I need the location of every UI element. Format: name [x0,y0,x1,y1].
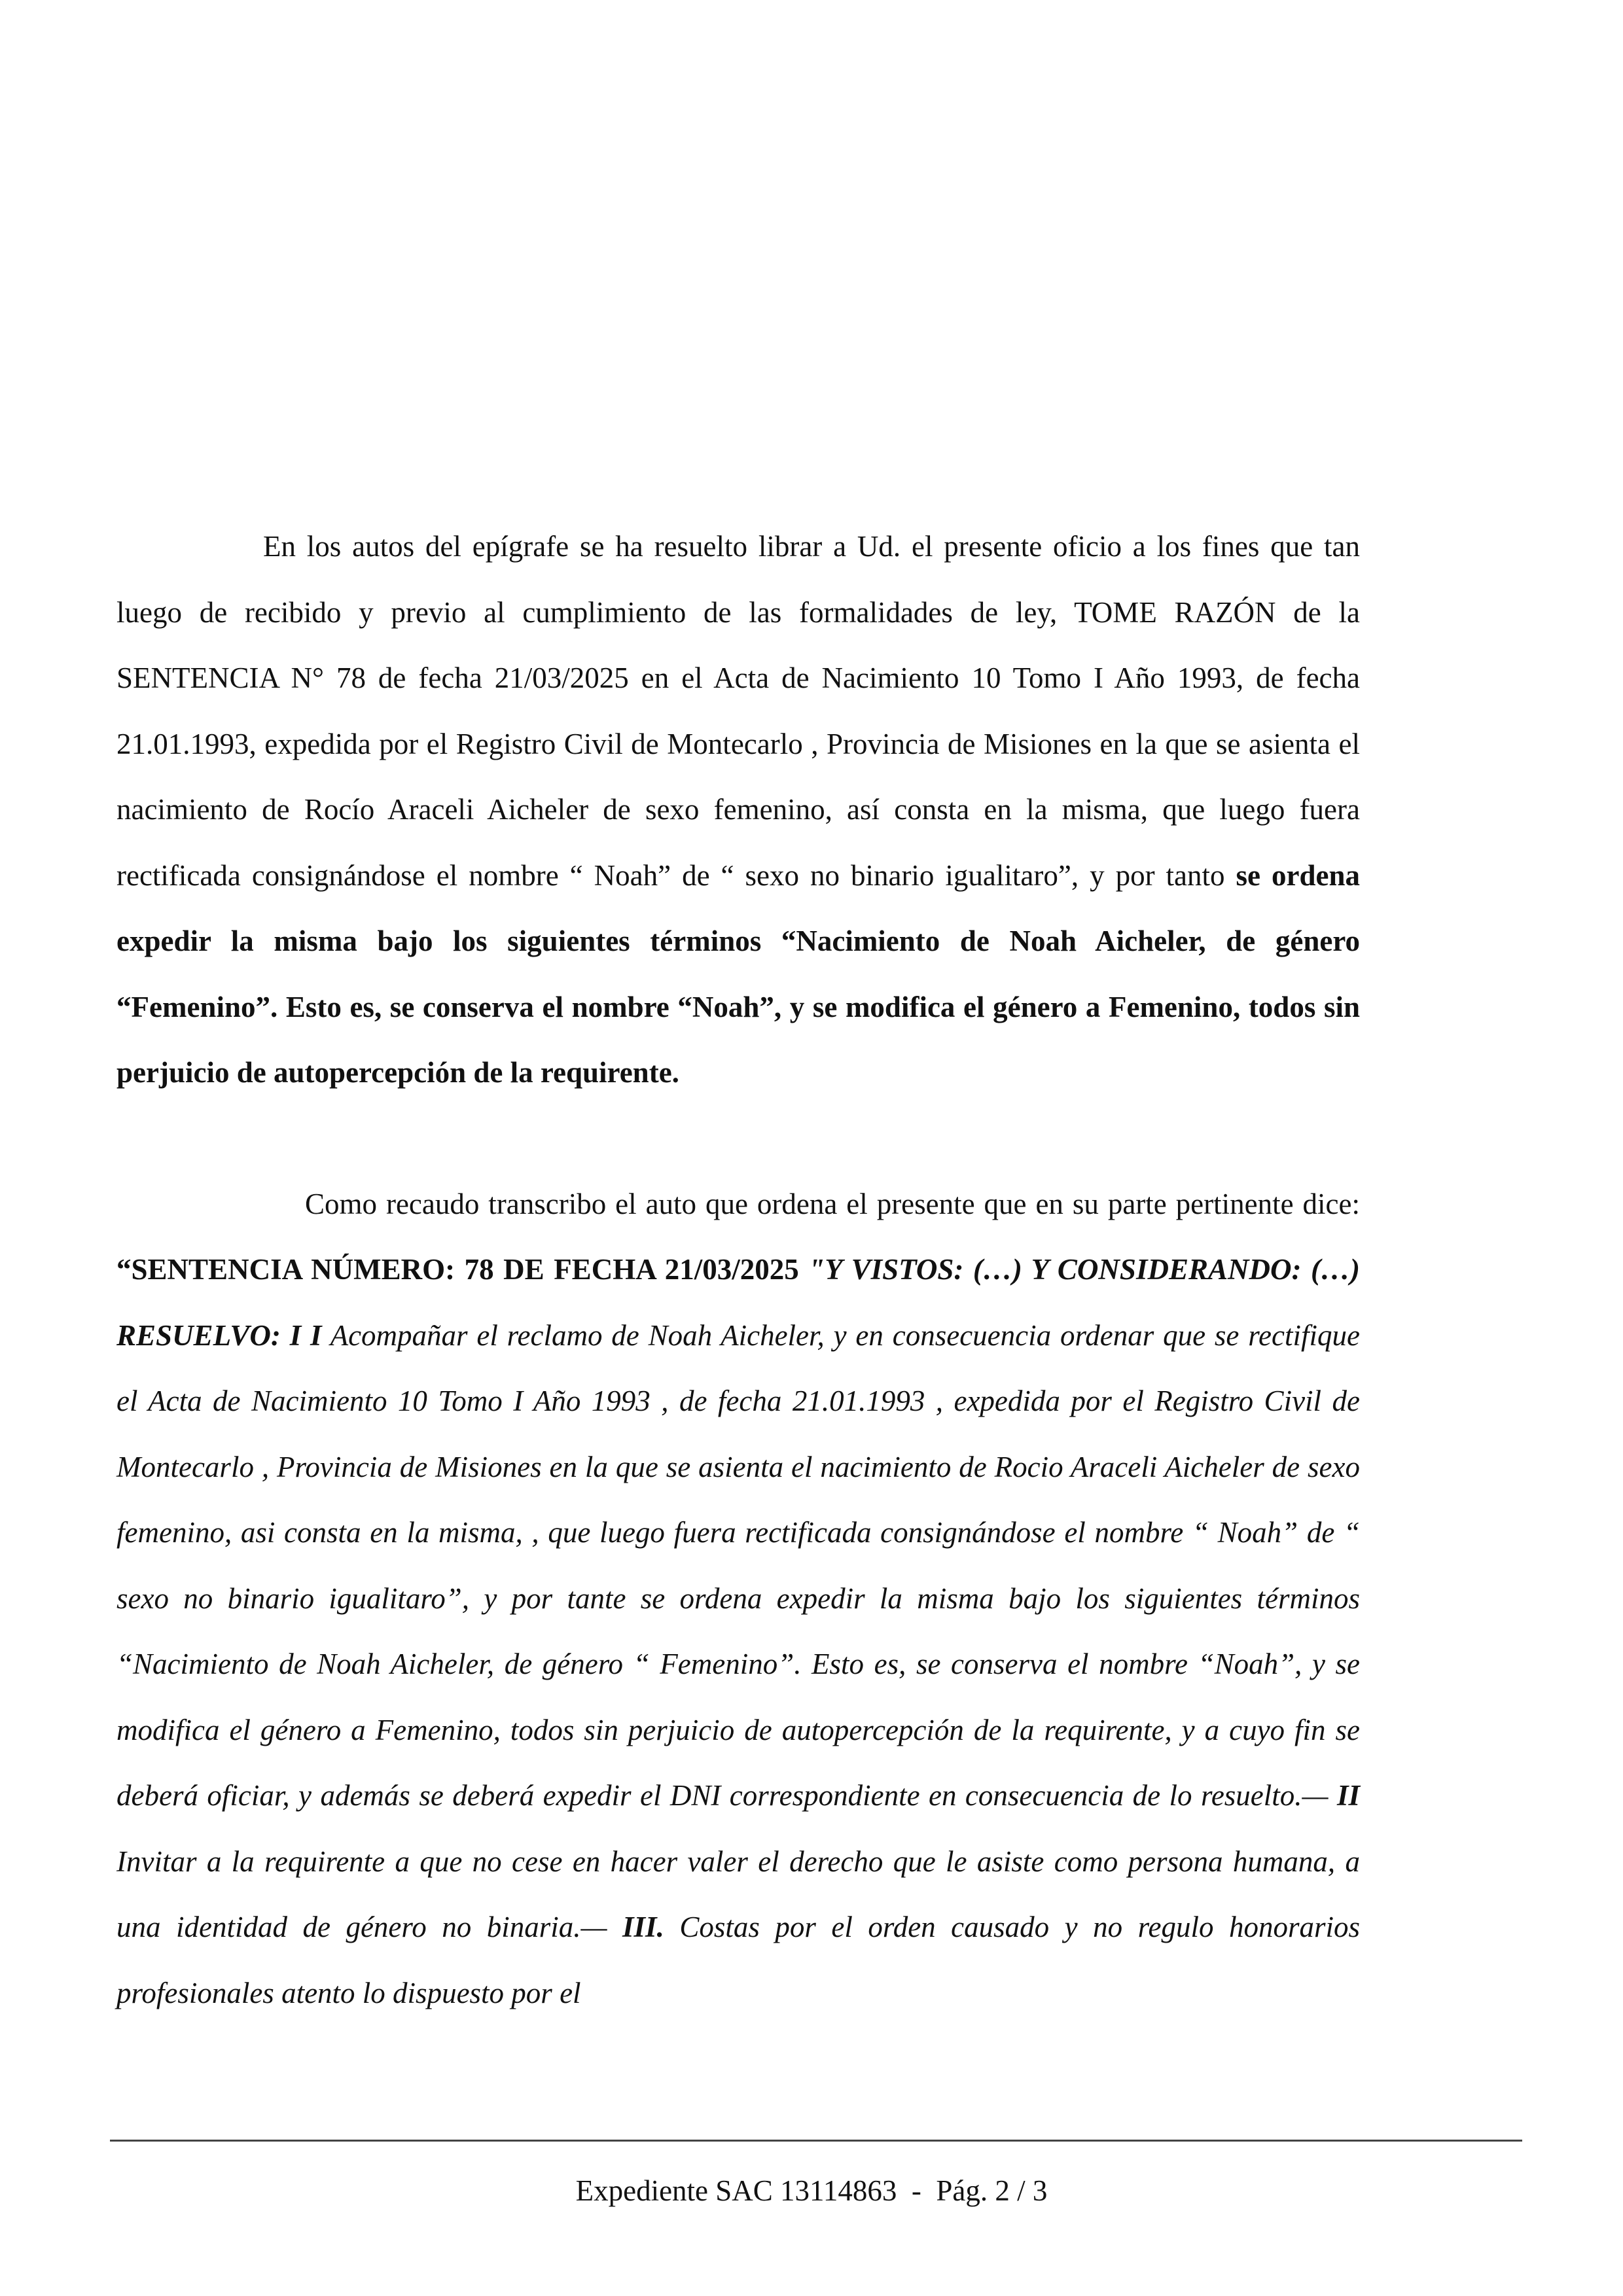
paragraph-oficio [116,514,1360,1106]
paragraph-recaudo-intro: Como recaudo transcribo el auto que ordena el presente que en su parte pertinente dice: [305,1187,1360,1220]
paragraph-oficio-order-bold: se ordena expedir la misma bajo los siguientes términos “Nacimiento de Noah Aicheler, de género “Femenino”. Esto es, se conserva el nombre “Noah”, y se modifica el género a Femenino, todos sin perjuicio de autopercepción de la requirente. [116,858,1360,1089]
resuelvo-item-2-label: II [1336,1779,1360,1812]
paragraph-recaudo [116,1171,1360,2026]
resuelvo-item-3-text: Costas por el orden causado y no regulo honorarios profesionales atento lo dispuesto por el [116,1911,1360,2009]
resuelvo-item-2-text: Invitar a la requirente a que no cese en hacer valer el derecho que le asiste como persona humana, a una identidad de género no binaria.— [116,1845,1360,1943]
resuelvo-item-1-text: Acompañar el reclamo de Noah Aicheler, y en consecuencia ordenar que se rectifique el Acta de Nacimiento 10 Tomo I Año 1993 , de fecha 21.01.1993 , expedida por el Registro Civil de Montecarlo , Provincia de Misiones en la que se asienta el nacimiento de Rocio Araceli Aicheler de sexo femenino, asi consta en la misma, , que luego fuera rectificada consignándose el nombre “ Noah” de “ sexo no binario igualitaro”, y por tante se ordena expedir la misma bajo los siguientes términos “Nacimiento de Noah Aicheler, de género “ Femenino”. Esto es, se conserva el nombre “Noah”, y se modifica el género a Femenino, todos sin perjuicio de autopercepción de la requirente, y a cuyo fin se deberá oficiar, y además se deberá expedir el DNI correspondiente en consecuencia de lo resuelto.— [116,1318,1360,1812]
document-body [116,514,1360,2026]
footer-page-reference: Expediente SAC 13114863 - Pág. 2 / 3 [575,2174,1048,2207]
footer-divider [110,2140,1522,2142]
vistos-considerando-resuelvo: "Y VISTOS: (…) Y CONSIDERANDO: (…) RESUELVO: I I [116,1253,1360,1352]
paragraph-oficio-text: En los autos del epígrafe se ha resuelto librar a Ud. el presente oficio a los fines que tan luego de recibido y previo al cumplimiento de las formalidades de ley, TOME RAZÓN de la SENTENCIA N° 78 de fecha 21/03/2025 en el Acta de Nacimiento 10 Tomo I Año 1993, de fecha 21.01.1993, expedida por el Registro Civil de Montecarlo , Provincia de Misiones en la que se asienta el nacimiento de Rocío Araceli Aicheler de sexo femenino, así consta en la misma, que luego fuera rectificada consignándose el nombre “ Noah” de “ sexo no binario igualitaro”, y por tanto [116,530,1360,892]
sentencia-heading: “SENTENCIA NÚMERO: 78 DE FECHA 21/03/2025 [116,1253,809,1286]
resuelvo-item-3-label: III. [622,1911,664,1943]
